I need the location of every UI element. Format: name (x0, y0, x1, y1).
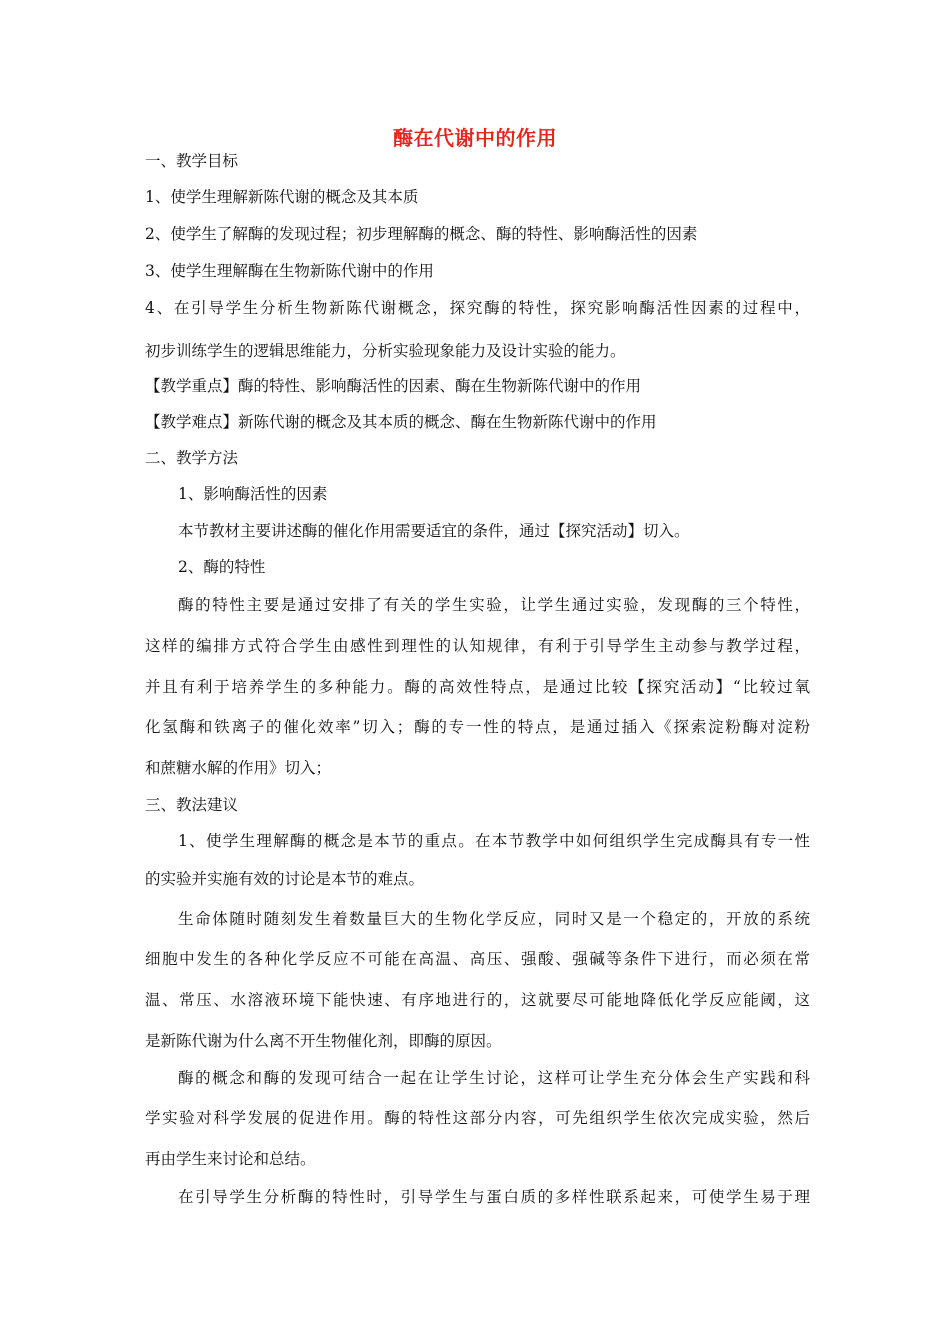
paragraph-line: 学实验对科学发展的促进作用。酶的特性这部分内容，可先组织学生依次完成实验，然后 (145, 1109, 810, 1127)
subheading: 1、影响酶活性的因素 (178, 485, 328, 503)
paragraph-line: 4、在引导学生分析生物新陈代谢概念，探究酶的特性，探究影响酶活性因素的过程中， (145, 299, 810, 317)
paragraph-line: 和蔗糖水解的作用》切入； (145, 759, 332, 777)
paragraph-line: 酶的特性主要是通过安排了有关的学生实验，让学生通过实验，发现酶的三个特性， (178, 596, 810, 614)
section-heading: 三、教法建议 (145, 796, 239, 814)
paragraph-line: 本节教材主要讲述酶的催化作用需要适宜的条件，通过【探究活动】切入。 (178, 522, 690, 540)
paragraph-line: 生命体随时随刻发生着数量巨大的生物化学反应，同时又是一个稳定的，开放的系统 (178, 910, 810, 928)
paragraph-line: 1、使学生理解酶的概念是本节的重点。在本节教学中如何组织学生完成酶具有专一性 (178, 832, 810, 850)
subheading: 2、酶的特性 (178, 558, 266, 576)
paragraph-line: 1、使学生理解新陈代谢的概念及其本质 (145, 188, 419, 206)
paragraph-line: 并且有利于培养学生的多种能力。酶的高效性特点，是通过比较【探究活动】“比较过氧 (145, 678, 810, 696)
paragraph-line: 细胞中发生的各种化学反应不可能在高温、高压、强酸、强碱等条件下进行，而必须在常 (145, 950, 810, 968)
paragraph-line: 2、使学生了解酶的发现过程；初步理解酶的概念、酶的特性、影响酶活性的因素 (145, 225, 698, 243)
paragraph-line: 酶的概念和酶的发现可结合一起在让学生讨论，这样可让学生充分体会生产实践和科 (178, 1069, 810, 1087)
difficulty-line: 【教学难点】新陈代谢的概念及其本质的概念、酶在生物新陈代谢中的作用 (145, 413, 657, 431)
paragraph-line: 的实验并实施有效的讨论是本节的难点。 (145, 870, 425, 888)
key-point-line: 【教学重点】酶的特性、影响酶活性的因素、酶在生物新陈代谢中的作用 (145, 377, 642, 395)
paragraph-line: 在引导学生分析酶的特性时，引导学生与蛋白质的多样性联系起来，可使学生易于理 (178, 1188, 810, 1206)
document-title: 酶在代谢中的作用 (393, 126, 557, 150)
paragraph-line: 这样的编排方式符合学生由感性到理性的认知规律，有利于引导学生主动参与教学过程， (145, 637, 810, 655)
paragraph-line: 3、使学生理解酶在生物新陈代谢中的作用 (145, 262, 434, 280)
paragraph-line: 是新陈代谢为什么离不开生物催化剂，即酶的原因。 (145, 1032, 502, 1050)
paragraph-line: 初步训练学生的逻辑思维能力，分析实验现象能力及设计实验的能力。 (145, 342, 626, 360)
section-heading: 二、教学方法 (145, 449, 239, 467)
paragraph-line: 化氢酶和铁离子的催化效率”切入；酶的专一性的特点，是通过插入《探索淀粉酶对淀粉 (145, 718, 810, 736)
paragraph-line: 再由学生来讨论和总结。 (145, 1150, 316, 1168)
paragraph-line: 温、常压、水溶液环境下能快速、有序地进行的，这就要尽可能地降低化学反应能阈，这 (145, 991, 810, 1009)
section-heading: 一、教学目标 (145, 152, 239, 170)
